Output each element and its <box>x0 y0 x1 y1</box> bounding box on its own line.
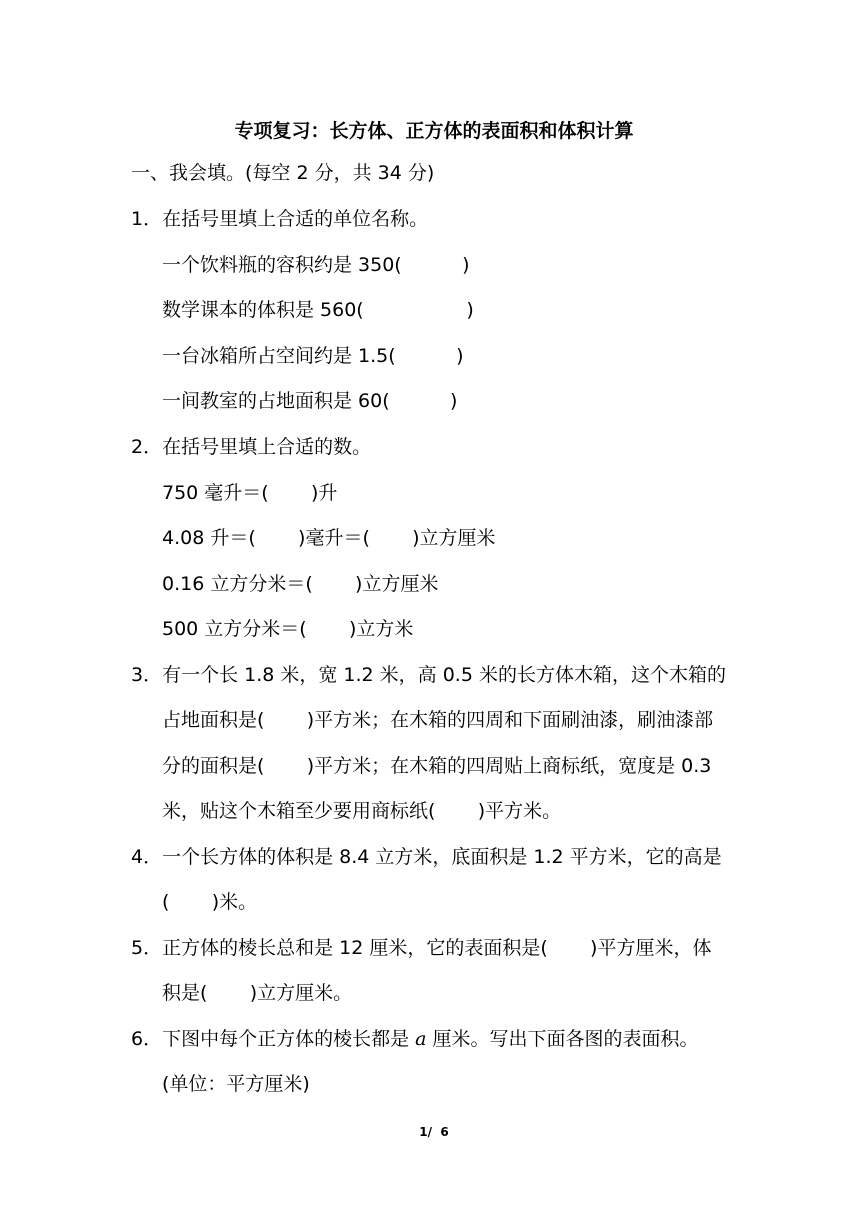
question-1-item: 数学课本的体积是 560( ) <box>162 299 474 321</box>
question-1-item: 一台冰箱所占空间约是 1.5( ) <box>162 345 464 367</box>
question-3-line: 分的面积是( )平方米；在木箱的四周贴上商标纸，宽度是 0.3 <box>162 755 712 777</box>
variable-a: a <box>415 1028 427 1050</box>
question-6-stem <box>131 1026 699 1052</box>
question-2-stem: 2．在括号里填上合适的数。 <box>131 436 372 458</box>
question-2-item: 4.08 升＝( )毫升＝( )立方厘米 <box>162 527 496 549</box>
question-2-item: 500 立方分米＝( )立方米 <box>162 618 414 640</box>
question-4-line: ( )米。 <box>162 891 258 913</box>
question-6-unit: (单位：平方厘米) <box>162 1073 310 1095</box>
page-number: 1/ 6 <box>419 1125 449 1139</box>
question-2-item: 0.16 立方分米＝( )立方厘米 <box>162 573 439 595</box>
section-heading: 一、我会填。(每空 2 分，共 34 分) <box>131 162 435 184</box>
question-1-item: 一间教室的占地面积是 60( ) <box>162 390 458 412</box>
question-2-item: 750 毫升＝( )升 <box>162 482 338 504</box>
question-5-line: 5．正方体的棱长总和是 12 厘米，它的表面积是( )平方厘米，体 <box>131 937 712 959</box>
question-5-line: 积是( )立方厘米。 <box>162 982 353 1004</box>
question-6-text-before: 6．下图中每个正方体的棱长都是 <box>131 1028 416 1050</box>
question-3-line: 3．有一个长 1.8 米，宽 1.2 米，高 0.5 米的长方体木箱，这个木箱的 <box>131 664 726 686</box>
question-3-line: 占地面积是( )平方米；在木箱的四周和下面刷油漆，刷油漆部 <box>162 709 714 731</box>
question-1-item: 一个饮料瓶的容积约是 350( ) <box>162 254 470 276</box>
question-1-stem: 1．在括号里填上合适的单位名称。 <box>131 208 429 230</box>
question-4-line: 4．一个长方体的体积是 8.4 立方米，底面积是 1.2 平方米，它的高是 <box>131 846 722 868</box>
question-3-line: 米，贴这个木箱至少要用商标纸( )平方米。 <box>162 800 562 822</box>
question-6-text-after: 厘米。写出下面各图的表面积。 <box>426 1028 699 1050</box>
page-title: 专项复习：长方体、正方体的表面积和体积计算 <box>234 120 634 142</box>
